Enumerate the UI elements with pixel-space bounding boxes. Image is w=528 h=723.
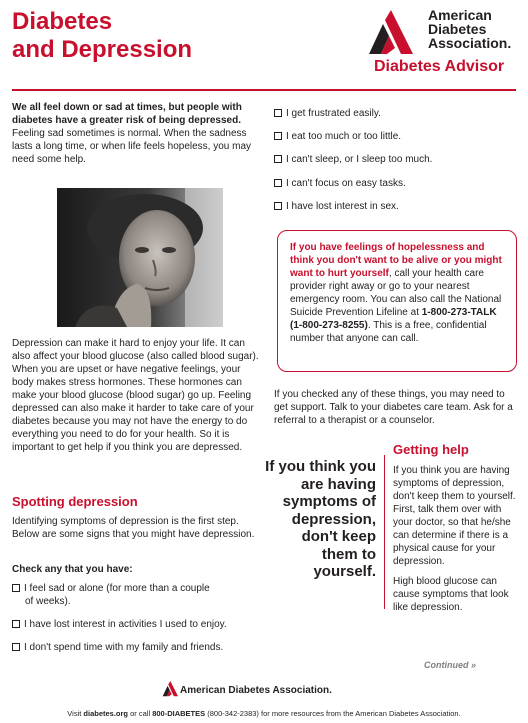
- title-line-2: and Depression: [12, 36, 193, 63]
- checklist-item-family-friends[interactable]: I don't spend time with my family and friends.: [12, 641, 267, 654]
- checklist-item-frustrated[interactable]: I get frustrated easily.: [274, 107, 381, 120]
- checkbox[interactable]: [12, 584, 20, 592]
- pull-quote-divider: [384, 455, 385, 609]
- checklist-item-focus[interactable]: I can't focus on easy tasks.: [274, 177, 406, 190]
- checkbox[interactable]: [274, 132, 282, 140]
- footer-website-link[interactable]: diabetes.org: [83, 709, 129, 718]
- page-title: [12, 8, 192, 64]
- callout-warning-text: If you have feelings of hopelessness and think you don't want to be alive or you might want to hurt yourself: [290, 242, 502, 279]
- getting-help-heading: Getting help: [393, 442, 469, 457]
- footer-org-name: American Diabetes Association.: [180, 685, 332, 696]
- pull-quote: If you think you are having symptoms of depression, don't keep them to yourself.: [265, 458, 376, 580]
- checklist-item-sleep[interactable]: I can't sleep, or I sleep too much.: [274, 153, 432, 166]
- checklist-title: Check any that you have:: [12, 564, 133, 575]
- footer-phone: 800-DIABETES: [152, 709, 206, 718]
- header-divider: [12, 89, 516, 91]
- checkbox[interactable]: [274, 109, 282, 117]
- sad-woman-photo: [57, 188, 223, 327]
- title-line-1: Diabetes: [12, 8, 113, 35]
- getting-help-body: If you think you are having symptoms of depression, don't keep them to yourself. First, talk them over with your doctor, so that he/she can determine if there is a physical cause for your depression. High blood glucose can cause symptoms that look like depression.: [393, 465, 516, 613]
- depression-effects-paragraph: Depression can make it hard to enjoy your life. It can also affect your blood glucose (also called blood sugar). When you are upset or have negative feelings, your body makes stress hormones. These hormones can make your blood glucose (blood sugar) go up. Feeling depressed can also make it harder to take care of your diabetes because you may not have the energy to do everything you need to do for your health. So it is important to get help if you think you are depressed.: [12, 338, 259, 453]
- ada-footer-logo-icon: [161, 681, 179, 697]
- footer-resources: Visit diabetes.org or call 800-DIABETES (800-342-2383) for more resources from the American Diabetes Association.: [67, 709, 461, 718]
- checkbox[interactable]: [12, 643, 20, 651]
- intro-paragraph: We all feel down or sad at times, but people with diabetes have a greater risk of being depressed. Feeling sad sometimes is normal. When the sadness lasts a long time, or when life feels hopeless, you may need some help.: [12, 102, 252, 165]
- checklist-item-lost-interest-activities[interactable]: I have lost interest in activities I used to enjoy.: [12, 618, 267, 631]
- checklist-item-sex[interactable]: I have lost interest in sex.: [274, 200, 399, 213]
- continued-label: Continued »: [424, 660, 476, 670]
- spotting-depression-heading: Spotting depression: [12, 494, 138, 509]
- checklist-item-eat-too-much[interactable]: I eat too much or too little.: [274, 130, 401, 143]
- checkbox[interactable]: [12, 620, 20, 628]
- ada-wordmark: American Diabetes Association.: [428, 7, 512, 51]
- lifeline-phone: 1-800-273-TALK (1-800-273-8255): [290, 307, 497, 331]
- checkbox[interactable]: [274, 155, 282, 163]
- checklist-item-sad-alone[interactable]: I feel sad or alone (for more than a couple of weeks).: [12, 582, 267, 608]
- spotting-intro: Identifying symptoms of depression is the first step. Below are some signs that you might have depression.: [12, 516, 255, 540]
- support-paragraph: If you checked any of these things, you may need to get support. Talk to your diabetes care team. Ask for a referral to a therapist or a counselor.: [274, 389, 513, 426]
- diabetes-advisor-label: Diabetes Advisor: [374, 58, 505, 75]
- ada-logo-icon: [365, 10, 415, 56]
- checkbox[interactable]: [274, 202, 282, 210]
- suicide-prevention-callout: If you have feelings of hopelessness and think you don't want to be alive or you might want to hurt yourself, call your health care provider right away or go to your nearest emergency room. You can also call the National Suicide Prevention Lifeline at 1-800-273-TALK (1-800-273-8255). This is a free, confidential number that anyone can call.: [277, 230, 517, 372]
- checkbox[interactable]: [274, 179, 282, 187]
